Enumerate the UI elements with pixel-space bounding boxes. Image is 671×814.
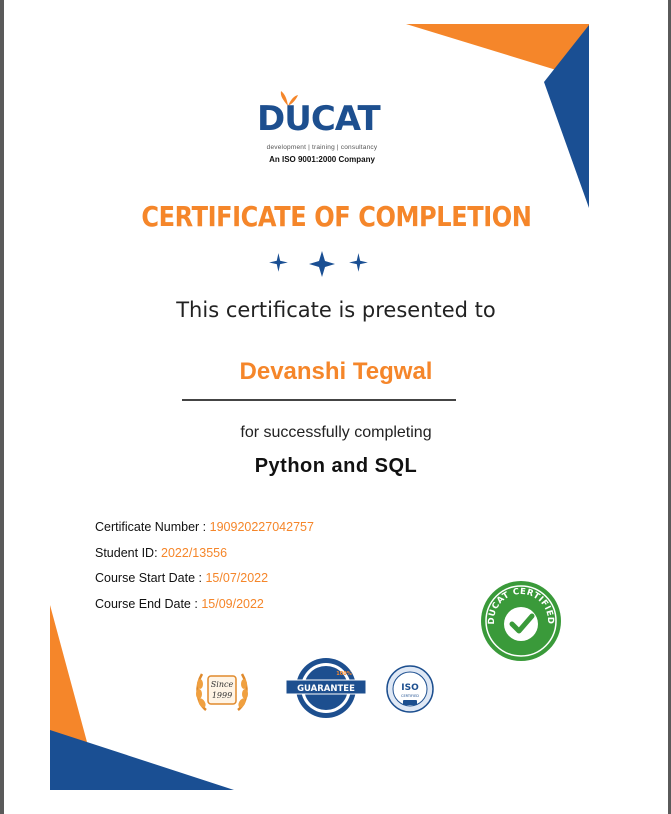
iso-sub-label: CERTIFIED [401, 694, 419, 698]
guarantee-main-text: GUARANTEE [297, 684, 355, 694]
sparkle-icon [309, 251, 335, 277]
sparkle-stars [264, 250, 374, 280]
presented-text: This certificate is presented to [176, 298, 496, 322]
recipient-name: Devanshi Tegwal [239, 358, 433, 385]
completing-text: for successfully completing [240, 424, 432, 441]
sparkle-icon [269, 253, 288, 272]
end-date-label: Course End Date : [95, 596, 198, 611]
guarantee-top-text: 100% [336, 671, 352, 677]
student-id-value: 2022/13556 [161, 545, 228, 560]
course-name: Python and SQL [254, 455, 418, 477]
certificate-number-row [95, 520, 314, 546]
certificate-number-value: 190920227042757 [209, 520, 314, 534]
end-date-value: 15/09/2022 [201, 596, 264, 611]
logo-wordmark: DUCAT [257, 99, 380, 139]
bottom-left-blue-triangle [50, 730, 234, 790]
certified-seal-text: DUCAT CERTIFIED [486, 586, 556, 625]
iso-label: ISO [401, 683, 419, 693]
certificate-page [4, 0, 668, 814]
sparkle-icon [349, 253, 368, 272]
guarantee-badge-icon [284, 656, 368, 720]
certificate-number-label: Certificate Number : [95, 520, 207, 534]
name-underline [182, 399, 456, 401]
start-date-label: Course Start Date : [95, 571, 202, 585]
certificate-title: CERTIFICATE OF COMPLETION [141, 200, 532, 233]
certificate-details [95, 520, 314, 622]
ducat-logo [252, 90, 392, 170]
student-id-label: Student ID: [95, 545, 158, 560]
student-id-row [95, 546, 314, 572]
logo-tagline: development | training | consultancy [266, 144, 378, 151]
checkmark-seal-icon [476, 576, 566, 666]
since-label: Since [210, 680, 234, 689]
since-year: 1999 [211, 691, 233, 700]
logo-iso-line: An ISO 9001:2000 Company [269, 155, 375, 164]
start-date-value: 15/07/2022 [205, 571, 269, 585]
laurel-wreath-icon [190, 662, 254, 720]
start-date-row [95, 571, 314, 597]
end-date-row [95, 597, 314, 623]
iso-seal-icon [385, 664, 435, 714]
